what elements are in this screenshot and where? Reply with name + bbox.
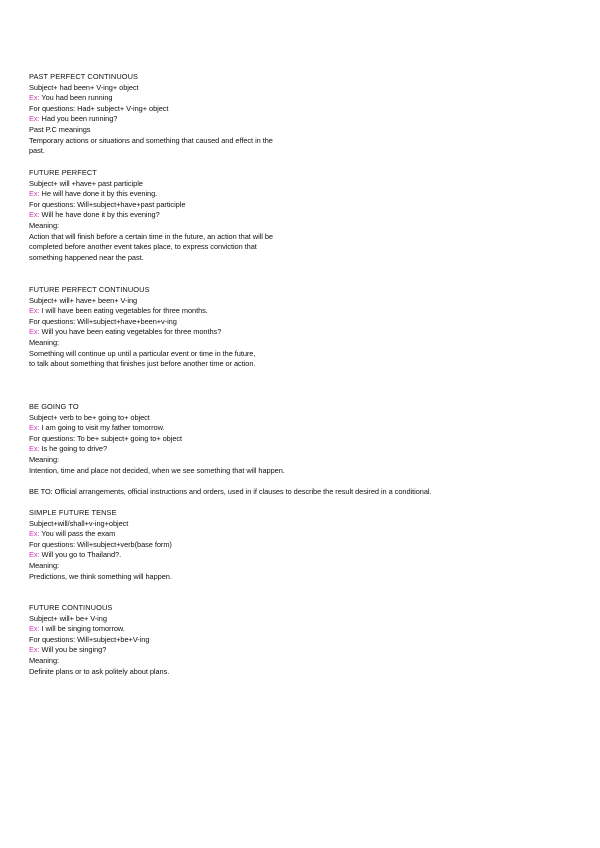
question-form-line: For questions: Will+subject+verb(base form): [29, 539, 172, 549]
section-title: FUTURE PERFECT CONTINUOUS: [29, 285, 150, 294]
example-label: Ex:: [29, 444, 40, 454]
question-example-line: [29, 114, 574, 125]
example-text: Is he going to drive?: [39, 444, 108, 454]
example-label: Ex:: [29, 210, 40, 220]
future-perfect-continuous-section: [29, 285, 574, 370]
example-label: Ex:: [29, 189, 40, 199]
example-line: [29, 624, 574, 635]
section-title: FUTURE CONTINUOUS: [29, 603, 113, 612]
structure-line: Subject+will/shall+v-ing+object: [29, 518, 129, 528]
example-line: [29, 93, 574, 104]
structure-line: Subject+ verb to be+ going to+ object: [29, 412, 150, 422]
example-label: Ex:: [29, 93, 40, 103]
meaning-label: Meaning:: [29, 655, 60, 665]
question-form-line: For questions: Will+subject+be+V-ing: [29, 634, 150, 644]
example-text: I will have been eating vegetables for three months.: [39, 306, 208, 316]
example-label: Ex:: [29, 306, 40, 316]
example-label: Ex:: [29, 327, 40, 337]
meaning-text: Definite plans or to ask politely about plans.: [29, 666, 170, 676]
meaning-text: something happened near the past.: [29, 252, 144, 262]
example-line: [29, 306, 574, 317]
example-text: You had been running: [39, 93, 113, 103]
meaning-label: Meaning:: [29, 560, 60, 570]
example-label: Ex:: [29, 624, 40, 634]
section-title: FUTURE PERFECT: [29, 168, 97, 177]
meaning-label: Meaning:: [29, 337, 60, 347]
example-text: He will have done it by this evening.: [39, 189, 158, 199]
meaning-text: to talk about something that finishes just before another time or action.: [29, 359, 256, 369]
meaning-text: Intention, time and place not decided, when we see something that will happen.: [29, 465, 285, 475]
meaning-label: Meaning:: [29, 454, 60, 464]
example-label: Ex:: [29, 550, 40, 560]
example-text: I am going to visit my father tomorrow.: [39, 423, 165, 433]
question-form-line: For questions: Will+subject+have+past participle: [29, 199, 186, 209]
meaning-text: completed before another event takes place, to express conviction that: [29, 242, 257, 252]
structure-line: Subject+ will+ be+ V-ing: [29, 613, 107, 623]
question-form-line: For questions: Will+subject+have+been+v-ing: [29, 316, 177, 326]
example-text: Will he have done it by this evening?: [39, 210, 160, 220]
meaning-text: Action that will finish before a certain time in the future, an action that will be: [29, 231, 273, 241]
section-title: SIMPLE FUTURE TENSE: [29, 508, 117, 517]
question-example-line: [29, 210, 574, 221]
question-example-line: [29, 444, 574, 455]
question-example-line: [29, 645, 574, 656]
past-perfect-continuous-section: [29, 72, 574, 157]
example-label: Ex:: [29, 423, 40, 433]
example-text: I will be singing tomorrow.: [39, 624, 125, 634]
section-title: PAST PERFECT CONTINUOUS: [29, 72, 139, 81]
meaning-text: past.: [29, 146, 45, 156]
example-line: [29, 189, 574, 200]
example-label: Ex:: [29, 529, 40, 539]
example-label: Ex:: [29, 114, 40, 124]
be-to-text: BE TO: Official arrangements, official instructions and orders, used in if clauses to describe the result desired in a conditional.: [29, 487, 432, 496]
structure-line: Subject+ had been+ V-ing+ object: [29, 82, 139, 92]
meaning-text: Temporary actions or situations and something that caused and effect in the: [29, 135, 273, 145]
future-perfect-section: [29, 168, 574, 263]
structure-line: Subject+ will+ have+ been+ V-ing: [29, 295, 138, 305]
section-title: BE GOING TO: [29, 402, 79, 411]
meaning-text: Predictions, we think something will happen.: [29, 571, 172, 581]
example-line: [29, 423, 574, 434]
meaning-label: Meaning:: [29, 220, 60, 230]
example-line: [29, 529, 574, 540]
be-to-section: [29, 487, 574, 498]
question-form-line: For questions: Had+ subject+ V-ing+ object: [29, 103, 169, 113]
question-example-line: [29, 550, 574, 561]
question-example-line: [29, 327, 574, 338]
simple-future-section: [29, 508, 574, 582]
example-text: You will pass the exam: [39, 529, 116, 539]
example-text: Will you have been eating vegetables for three months?: [39, 327, 222, 337]
structure-line: Subject+ will +have+ past participle: [29, 178, 143, 188]
example-text: Had you been running?: [39, 114, 118, 124]
future-continuous-section: [29, 603, 574, 677]
meaning-text: Something will continue up until a particular event or time in the future,: [29, 348, 256, 358]
question-form-line: For questions: To be+ subject+ going to+ object: [29, 433, 183, 443]
meaning-label: Past P.C meanings: [29, 124, 91, 134]
example-label: Ex:: [29, 645, 40, 655]
example-text: Will you go to Thailand?.: [39, 550, 122, 560]
be-going-to-section: [29, 402, 574, 476]
example-text: Will you be singing?: [39, 645, 107, 655]
